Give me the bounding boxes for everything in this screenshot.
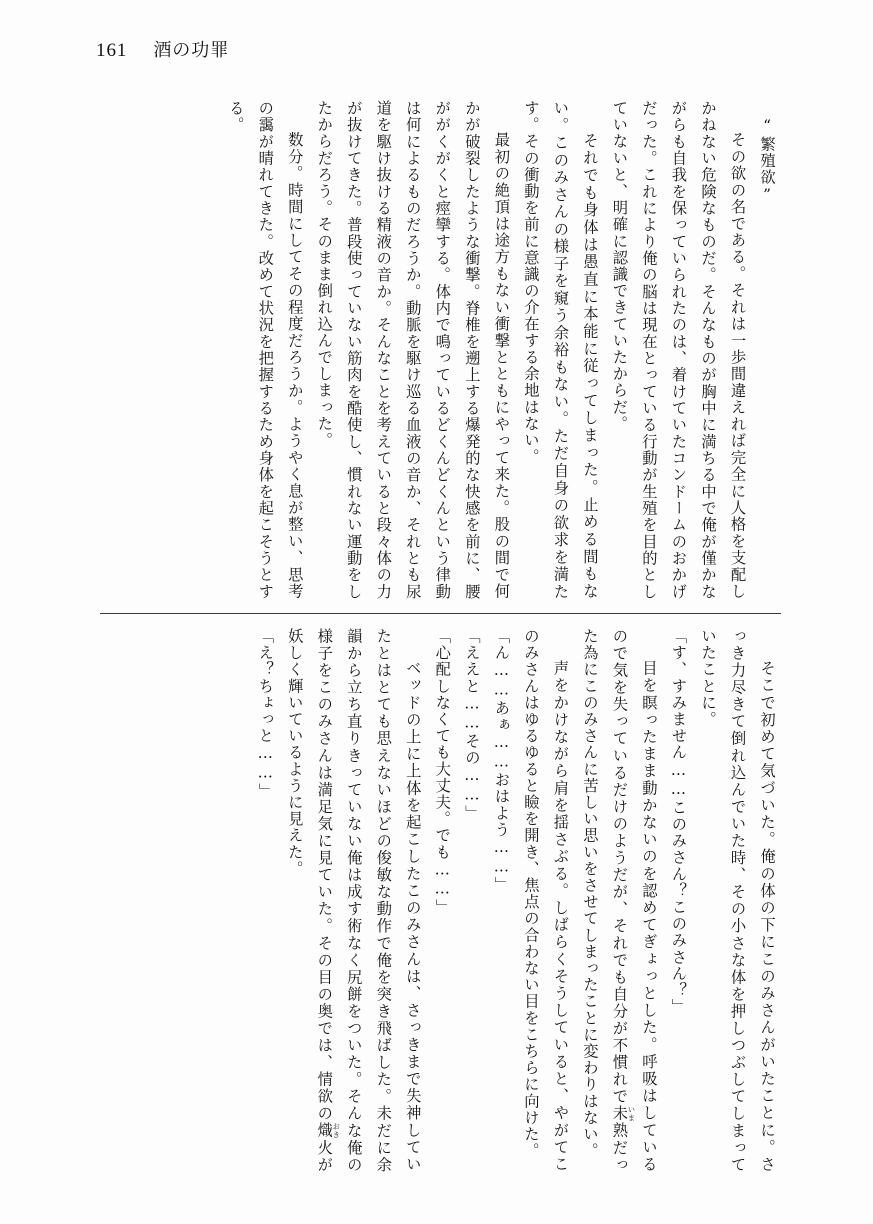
paragraph: 声をかけながら肩を揺さぶる。しばらくそうしていると、やがてこのみさんはゆるゆると瞼を開き、焦点の合わない目をこちらに向けた。 (521, 628, 570, 1173)
chapter-title: 酒の功罪 (153, 40, 230, 61)
paragraph: その欲の名である。それは一歩間違えれば完全に人格を支配しかねない危険なものだ。そんなものが胸中に満ちる中で俺が僅かながらも自我を保っていられたのは、着けていたコンドームのおかげだった。これにより俺の脳は現在とっている行動が生殖を目的としていないと、明確に認識できていたからだ。 (610, 100, 747, 600)
dialog-line: 「ええと……その……」 (462, 628, 481, 822)
dialog-line: 「え？ちょっと……」 (256, 628, 275, 800)
dialog-line: 「心配しなくても大丈夫。でも……」 (433, 628, 452, 916)
ruby-annotation: 熾おき (315, 1122, 341, 1140)
section-divider (100, 613, 781, 614)
paragraph: ベッドの上に上体を起こしたこのみさんは、さっきまで失神していたとはとても思えないほどの俊敏な動作で俺を突き飛ばした。未だに余韻から立ち直りきっていない俺は成す術なく尻餅をついた。そんな俺の様子をこのみさんは満足気に見ていた。その目の奥では、情欲の熾おき火が妖しく輝いているように見えた。 (285, 628, 422, 1173)
dialog-line: 「す、すみません……このみさん？このみさん？」 (669, 628, 688, 1016)
paragraph: 最初の絶頂は途方もない衝撃とともにやって来た。股の間で何かが破裂したような衝撃。脊椎を遡上する爆発的な快感を前に、腰ががくがくと痙攣する。体内で鳴っているどくんどくんという律動は何によるものだろうか。動脈を駆け巡る血液の音か、それとも尿道を駆け抜ける精液の音か。そんなことを考えていると段々体の力が抜けてきた。普段使っていない筋肉を酷使し、慣れない運動をしたからだろう。そのまま倒れ込んでしまった。 (315, 100, 511, 600)
page-number: 161 (96, 40, 128, 61)
ruby-annotation: 未いま (610, 1105, 636, 1123)
running-head (96, 36, 229, 62)
dialog-line: 「ん……あぁ……おはよう……」 (492, 628, 511, 894)
paragraph: そこで初めて気づいた。俺の体の下にこのみさんがいたことに。さっき力尽きて倒れ込んでいた時、その小さな体を押しつぶしてしまっていたことに。 (698, 628, 776, 1173)
body-text-upper (141, 100, 781, 600)
paragraph: “繁殖欲” (758, 100, 776, 206)
paragraph: それでも身体は愚直に本能に従ってしまった。止める間もない。このみさんの様子を窺う余裕もない。ただ自身の欲求を満たす。その衝動を前に意識の介在する余地はない。 (521, 100, 599, 600)
paragraph: 数分。時間にしてその程度だろうか。ようやく息が整い、思考の靄が晴れてきた。改めて状況を把握するため身体を起こそうとする。 (226, 100, 304, 600)
body-text-lower (141, 628, 781, 1173)
paragraph: 目を瞑ったまま動かないのを認めてぎょっとした。呼吸はしているので気を失っているだけのようだが、それでも自分が不慣れで未いま熟だった為にこのみさんに苦しい思いをさせてしまったことに変わりはない。 (580, 628, 658, 1173)
